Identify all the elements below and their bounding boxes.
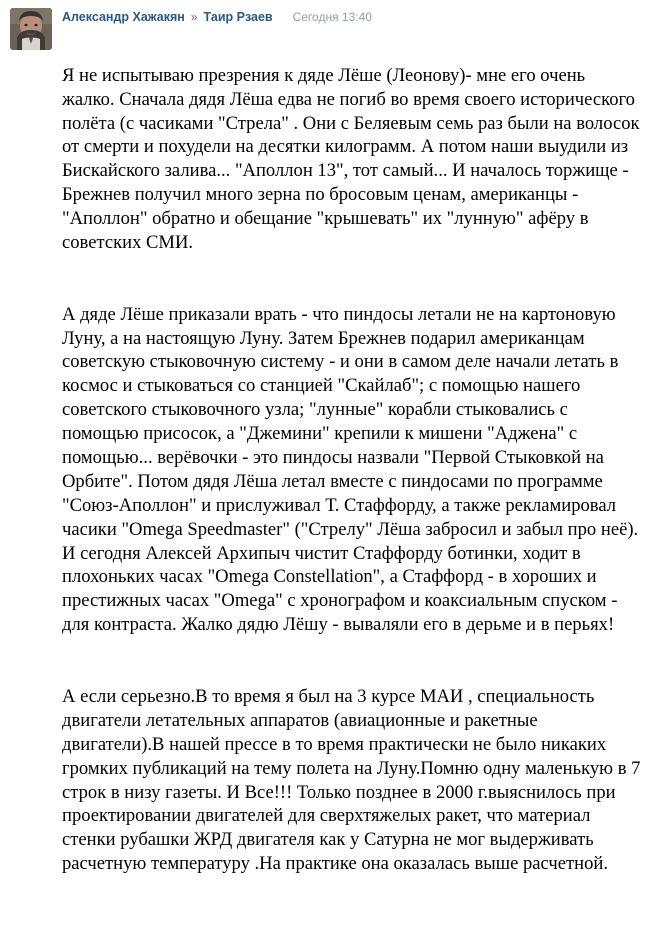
author-name[interactable]: Александр Хажакян [62,10,185,24]
post-paragraph: А если серьезно.В то время я был на 3 курсе МАИ , специальность двигатели летательных аппаратов (авиационные и ракетные двигатели).В нашей прессе в то время практически не было никаких громких публикаций на тему полета на Луну.Помню одну маленькую в 7 строк в низу газеты. И Все!!! Только позднее в 2000 г.выяснилось при проектировании двигателей для сверхтяжелых ракет, что материал стенки рубашки ЖРД двигателя как у Сатурна не мог выдерживать расчетную температуру .На практике она оказалась выше расчетной. [62,685,646,875]
post-paragraph: А дяде Лёше приказали врать - что пиндосы летали не на картоновую Луну, а на настоящую Луну. Затем Брежнев подарил американцам советскую стыковочную систему - и они в самом деле начали летать в космос и стыковаться со станцией "Скайлаб"; с помощью нашего советского стыковочного узла; "лунные" корабли стыковались с помощью присосок, а "Джемини" крепили к мишени "Аджена" с помощью... верёвочки - это пиндосы назвали "Первой Стыковкой на Орбите". Потом дядя Лёша летал вместе с пиндосами по программе "Союз-Аполлон" и прислуживал Т. Стаффорду, а также рекламировал часики "Omega Speedmaster" ("Стрелу" Лёша забросил и забыл про неё). И сегодня Алексей Архипыч чистит Стаффорду ботинки, ходит в плохоньких часах "Omega Constellation", а Стаффорд - в хороших и престижных часах "Omega" с хронографом и коаксиальным спуском - для контраста. Жалко дядю Лёшу - вываляли его в дерьме и в перьях! [62,303,643,636]
post-text [62,16,646,924]
header-meta [62,8,372,24]
avatar[interactable] [10,8,52,50]
post-timestamp[interactable]: Сегодня 13:40 [292,10,372,24]
post-paragraph: Я не испытываю презрения к дяде Лёше (Леонову)- мне его очень жалко. Сначала дядя Лёша едва не погиб во время своего исторического полёта (с часиками "Стрела" . Они с Беляевым семь раз были на волосок от смерти и похудели на десятки килограмм. А потом наши выудили из Бискайского залива... "Аполлон 13", тот самый... И началось торжище - Брежнев получил много зерна по бросовым ценам, американцы - "Аполлон" обратно и обещание "крышевать" их "лунную" афёру в советских СМИ. [62,64,645,254]
user-photo-avatar-icon [10,8,52,50]
reply-arrow-icon: » [190,10,198,24]
reply-target-name[interactable]: Таир Рзаев [203,10,273,24]
post-body [62,16,646,924]
